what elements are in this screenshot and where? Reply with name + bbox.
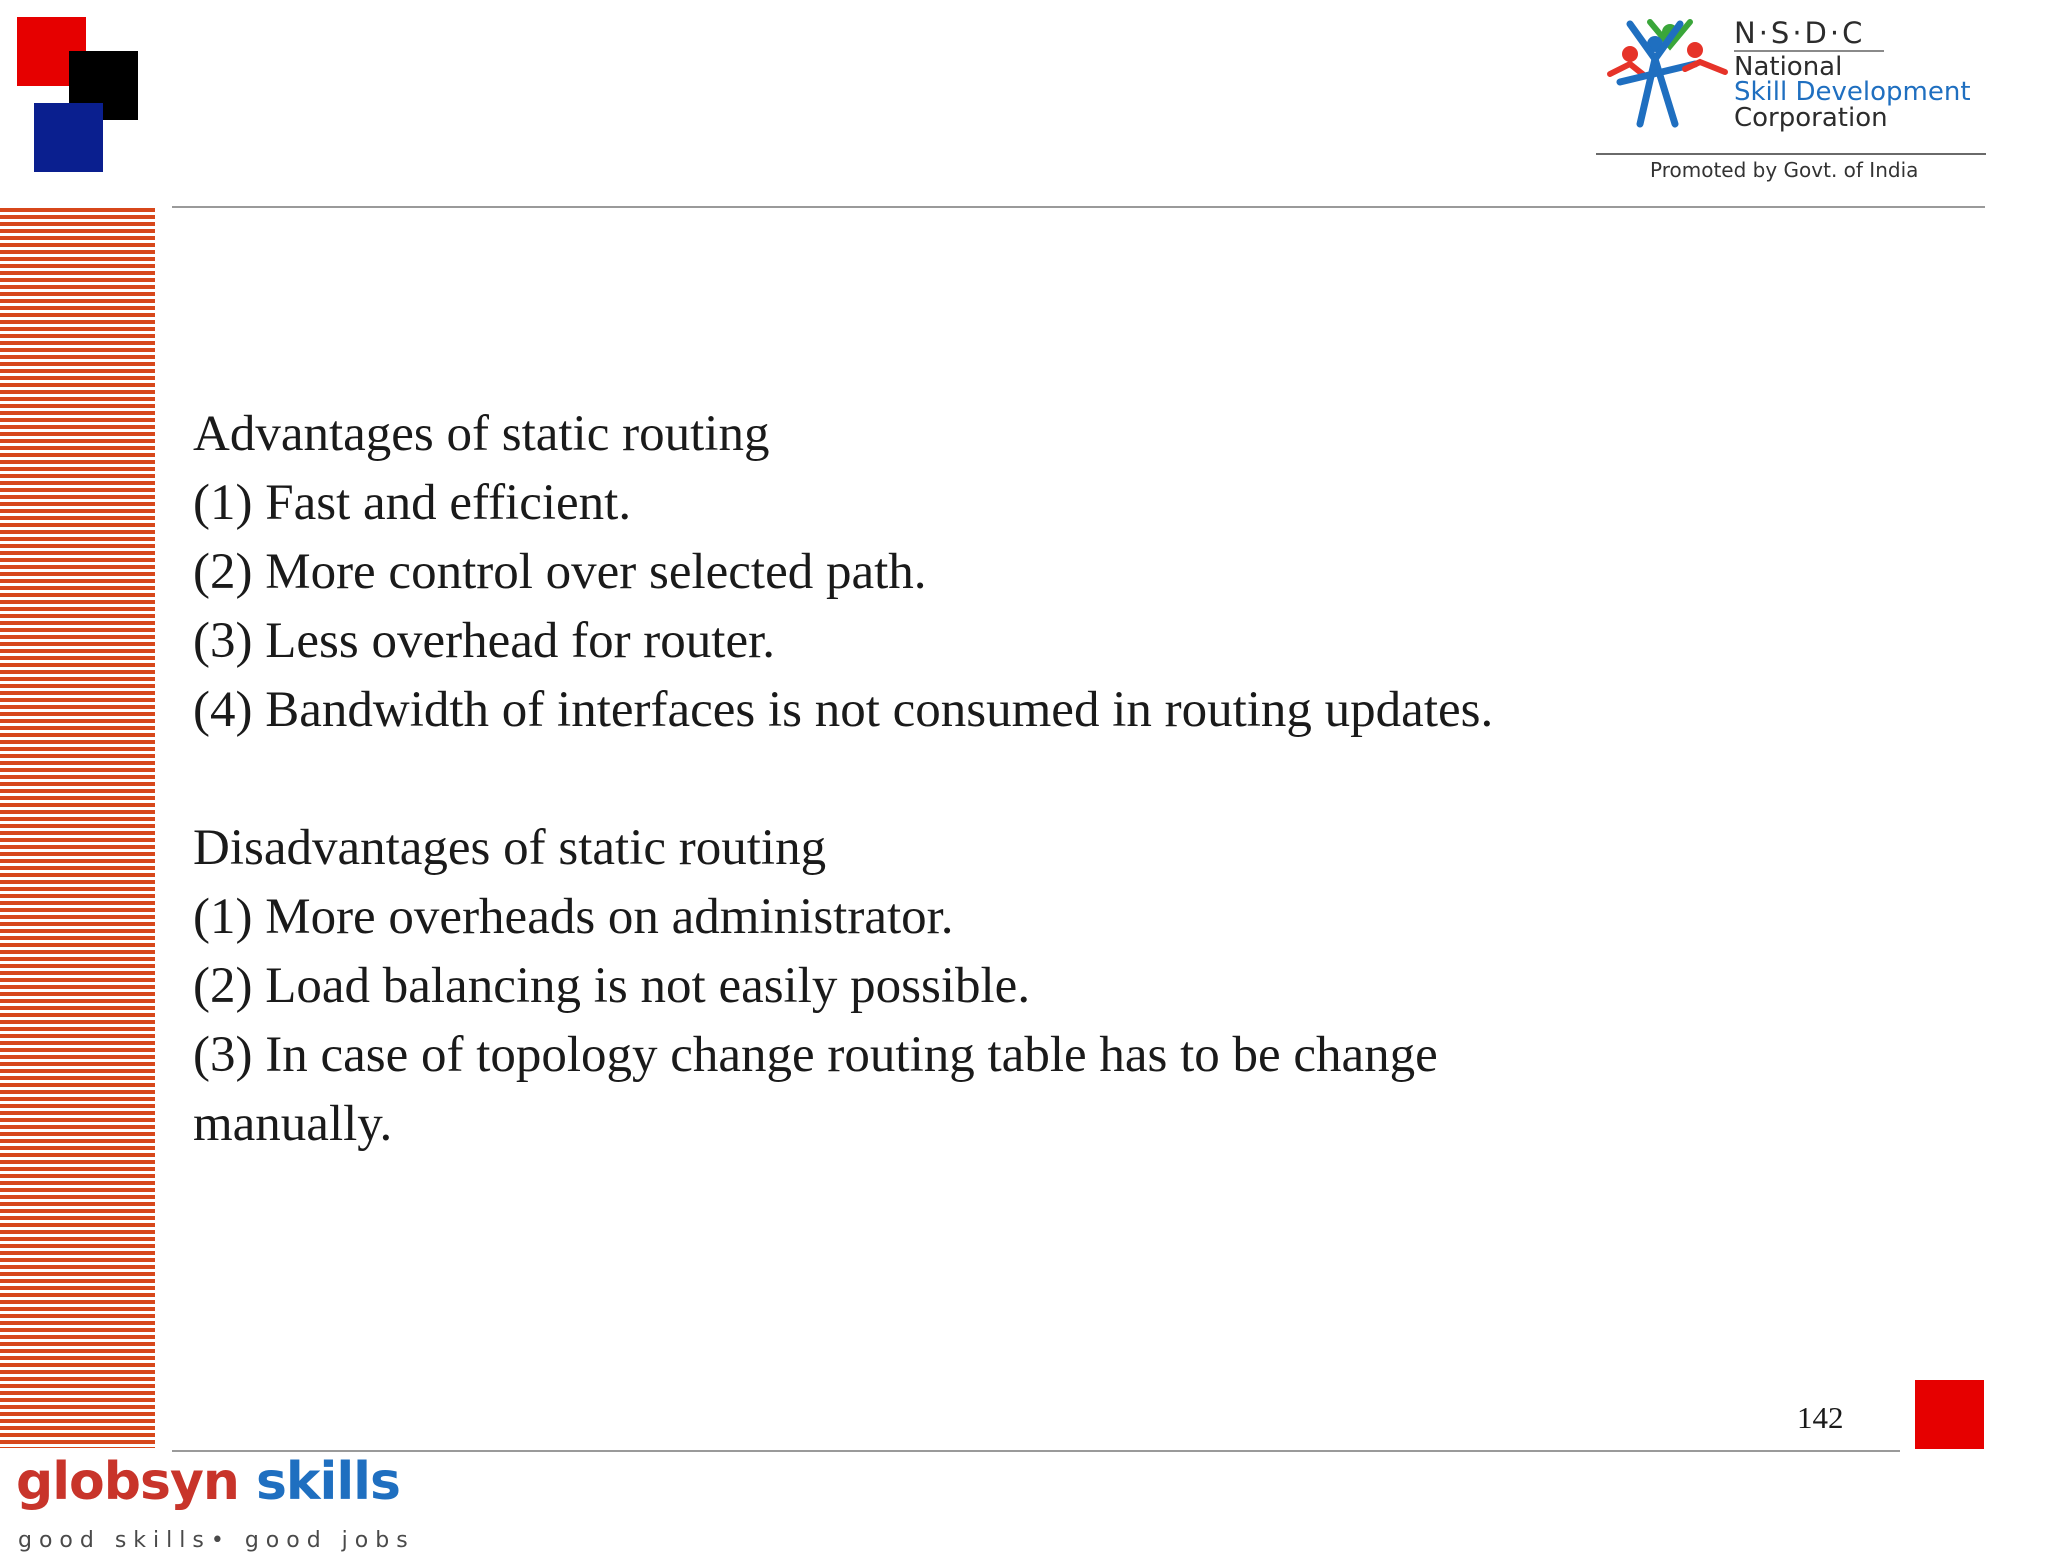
- nsdc-name-line2: Skill Development: [1734, 77, 1971, 107]
- globsyn-logo-part2: skills: [255, 1452, 400, 1512]
- nsdc-logo-divider: [1596, 153, 1986, 155]
- section-spacer: [193, 745, 1893, 814]
- advantages-heading: Advantages of static routing: [193, 406, 770, 462]
- footer-divider: [172, 1450, 1900, 1452]
- nsdc-abbreviation: N·S·D·C: [1734, 16, 1866, 50]
- globsyn-logo: [16, 1452, 400, 1512]
- nsdc-figures-icon: [1600, 14, 1730, 134]
- nsdc-name-line3: Corporation: [1734, 103, 1888, 133]
- globsyn-tagline: good skills• good jobs: [18, 1528, 415, 1553]
- advantage-item: (1) Fast and efficient.: [193, 475, 632, 531]
- slide-body: [193, 400, 1893, 1159]
- advantage-item: (3) Less overhead for router.: [193, 613, 776, 669]
- header-divider: [172, 206, 1985, 208]
- disadvantage-item: (3) In case of topology change routing table has to be change: [193, 1027, 1438, 1083]
- disadvantage-item: manually.: [193, 1096, 393, 1152]
- disadvantage-item: (1) More overheads on administrator.: [193, 889, 954, 945]
- striped-side-bar: [0, 208, 155, 1448]
- globsyn-logo-part1: globsyn: [16, 1452, 239, 1512]
- nsdc-name-line1: National: [1734, 52, 1843, 82]
- decor-blue-square: [34, 103, 103, 172]
- advantage-item: (4) Bandwidth of interfaces is not consumed in routing updates.: [193, 682, 1494, 738]
- decor-bottom-right-square: [1915, 1380, 1984, 1449]
- advantage-item: (2) More control over selected path.: [193, 544, 927, 600]
- page-number: 142: [1797, 1400, 1844, 1435]
- disadvantage-item: (2) Load balancing is not easily possible.: [193, 958, 1031, 1014]
- nsdc-promoted-text: Promoted by Govt. of India: [1650, 158, 1919, 182]
- disadvantages-heading: Disadvantages of static routing: [193, 820, 827, 876]
